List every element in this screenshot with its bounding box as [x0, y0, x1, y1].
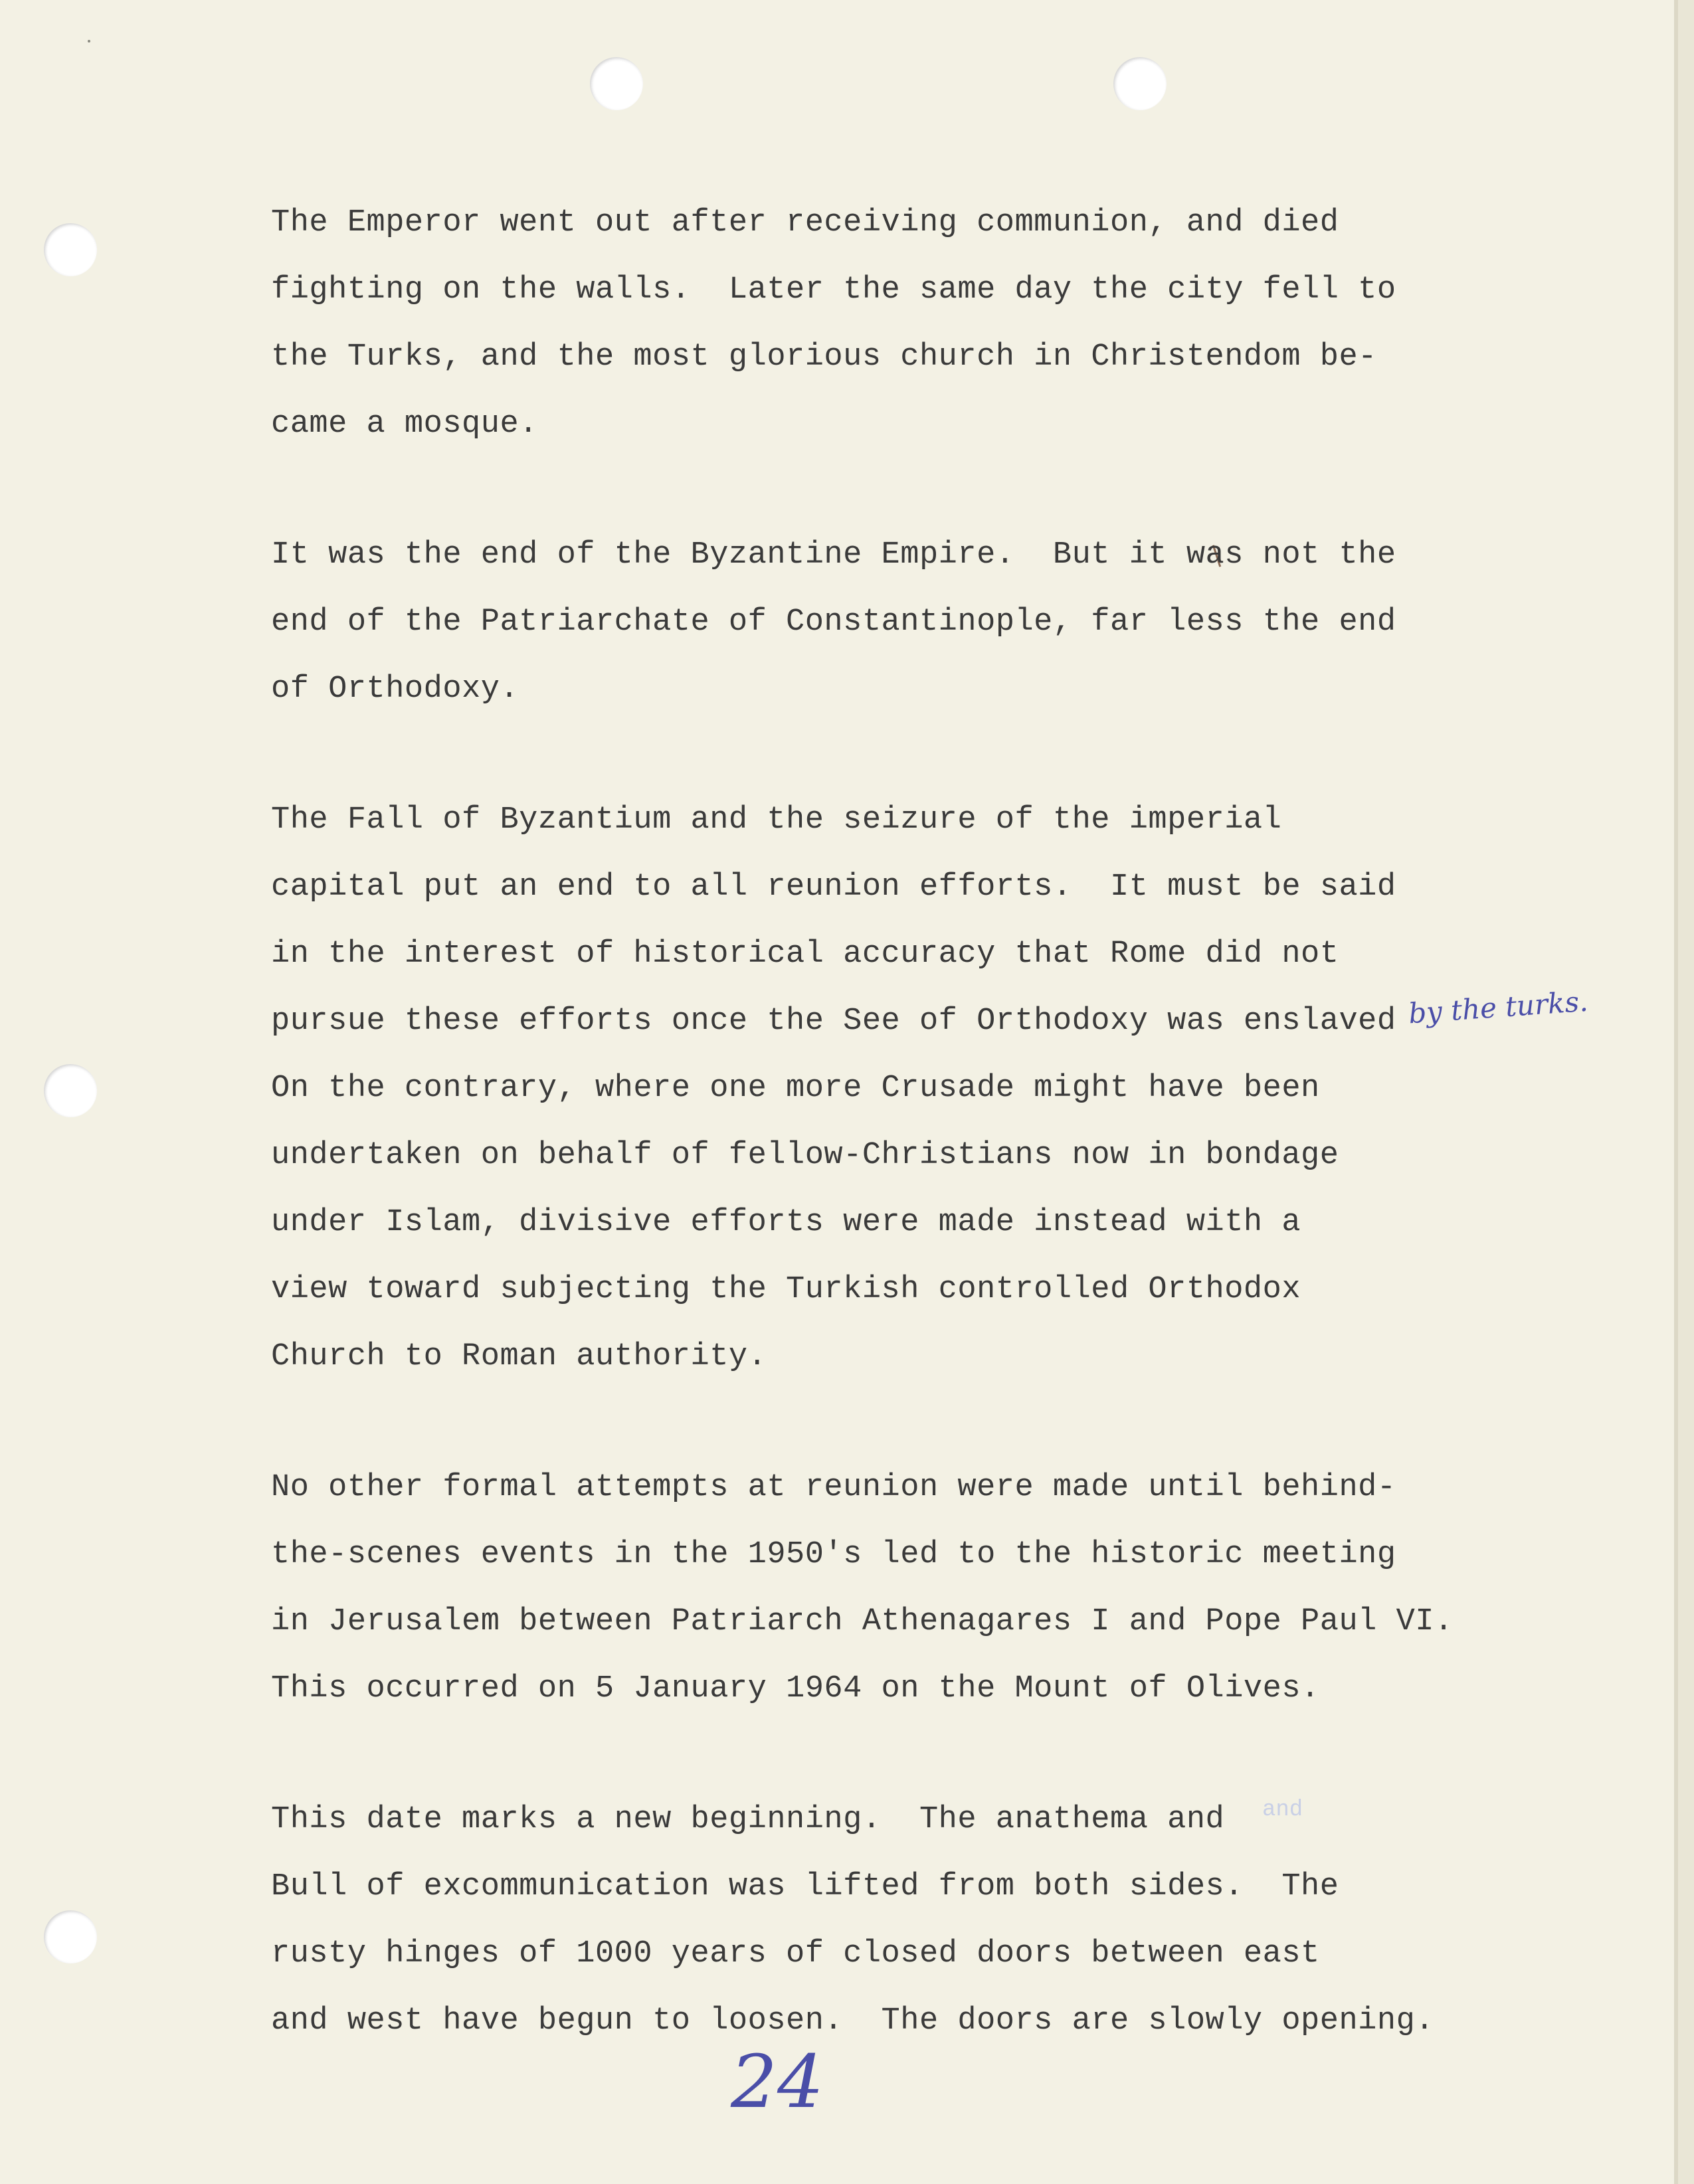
- text-line: view toward subjecting the Turkish controlled Orthodox: [271, 1272, 1301, 1307]
- punch-hole: [44, 223, 97, 276]
- paragraph: [271, 189, 1533, 458]
- text-line: Bull of excommunication was lifted from both sides. The: [271, 1869, 1339, 1904]
- text-line: It was the end of the Byzantine Empire. But it was not the: [271, 537, 1396, 573]
- text-line: in Jerusalem between Patriarch Athenagares I and Pope Paul VI.: [271, 1604, 1454, 1639]
- text-line: and west have begun to loosen. The doors are slowly opening.: [271, 2003, 1434, 2039]
- text-line: pursue these efforts once the See of Orthodoxy was enslaved: [271, 1004, 1396, 1039]
- typed-text-body: [271, 189, 1533, 2118]
- paragraph: [271, 1786, 1533, 2054]
- handwritten-annotation: by the turks.: [1407, 984, 1589, 1030]
- paragraph: [271, 521, 1533, 723]
- punch-hole: [44, 1064, 97, 1117]
- text-line: No other formal attempts at reunion were made until behind-: [271, 1470, 1396, 1505]
- text-line: end of the Patriarchate of Constantinople, far less the end: [271, 604, 1396, 640]
- text-line: undertaken on behalf of fellow-Christians now in bondage: [271, 1138, 1339, 1173]
- page-number: 24: [731, 2039, 824, 2124]
- punch-hole: [44, 1910, 97, 1963]
- text-line: under Islam, divisive efforts were made instead with a: [271, 1205, 1301, 1240]
- text-line: rusty hinges of 1000 years of closed doors between east: [271, 1936, 1320, 1971]
- text-line: The Fall of Byzantium and the seizure of the imperial: [271, 802, 1282, 838]
- text-line: This occurred on 5 January 1964 on the Mount of Olives.: [271, 1671, 1320, 1706]
- text-line: capital put an end to all reunion efforts. It must be said: [271, 869, 1396, 905]
- paragraph: [271, 1454, 1533, 1722]
- paragraph: [271, 786, 1533, 1390]
- text-line: Church to Roman authority.: [271, 1339, 767, 1374]
- punch-hole: [590, 57, 643, 110]
- text-line: This date marks a new beginning. The anathema and: [271, 1802, 1225, 1837]
- text-line: the Turks, and the most glorious church in Christendom be-: [271, 339, 1377, 375]
- speck: [88, 40, 90, 43]
- struck-out-word: and: [1262, 1797, 1303, 1823]
- text-line: fighting on the walls. Later the same day the city fell to: [271, 272, 1396, 308]
- text-line: The Emperor went out after receiving communion, and died: [271, 205, 1339, 240]
- text-line: of Orthodoxy.: [271, 672, 519, 707]
- text-line: On the contrary, where one more Crusade might have been: [271, 1071, 1320, 1106]
- text-line: the-scenes events in the 1950's led to the historic meeting: [271, 1537, 1396, 1572]
- punch-hole: [1113, 57, 1167, 110]
- text-line: in the interest of historical accuracy that Rome did not: [271, 937, 1339, 972]
- text-line: came a mosque.: [271, 407, 538, 442]
